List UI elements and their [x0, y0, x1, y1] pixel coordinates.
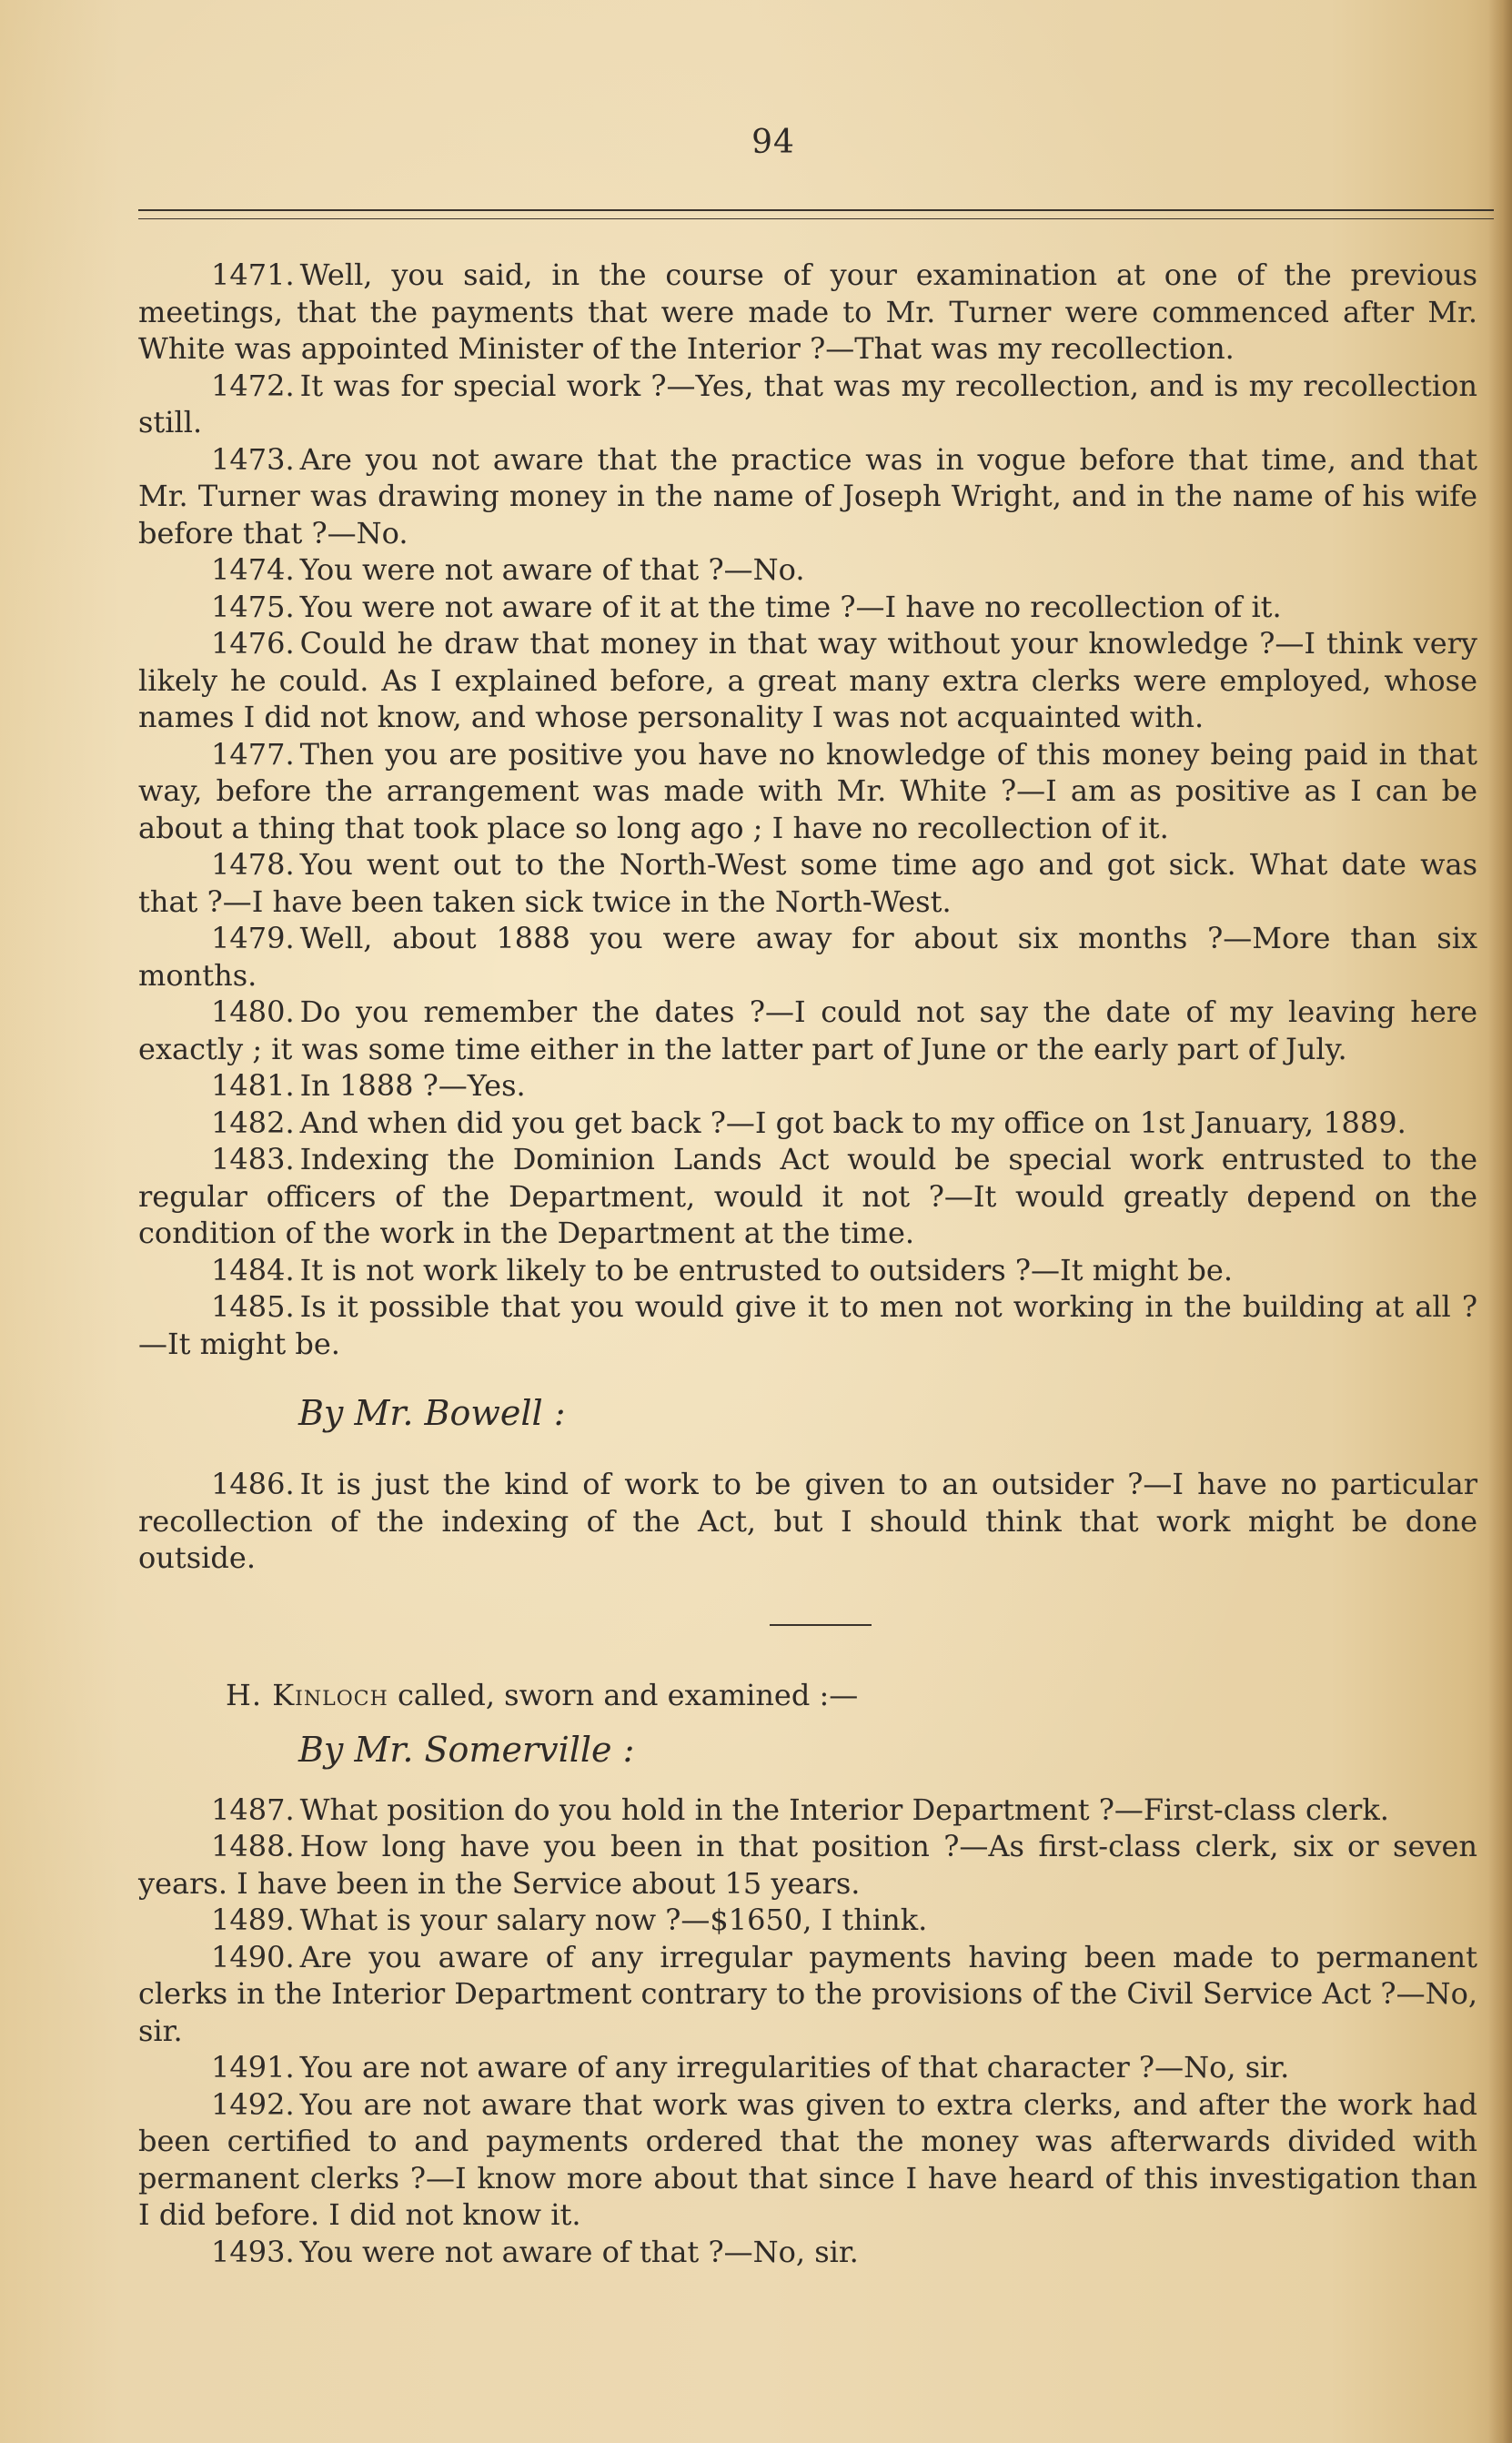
- question-text: It was for special work ?—Yes, that was my recollection, and is my recollection still.: [138, 368, 1477, 439]
- question-number: 1492.: [211, 2086, 295, 2122]
- question-1493: [138, 2234, 1477, 2271]
- testimony-section-c: [138, 1792, 1477, 2271]
- question-text: Indexing the Dominion Lands Act would be special work entrusted to the regular officers of the Department, would it not ?—It would greatly depend on the condition of the work in the Department at the time.: [138, 1142, 1477, 1250]
- question-text: Well, about 1888 you were away for about six months ?—More than six months.: [138, 921, 1477, 993]
- witness-called-line: [226, 1677, 1477, 1713]
- question-text: Are you not aware that the practice was in vogue before that time, and that Mr. Turner was drawing money in the name of Joseph Wright, and in the name of his wife before that ?—No.: [138, 441, 1477, 550]
- witness-status: called, sworn and examined :—: [388, 1677, 859, 1712]
- question-text: Well, you said, in the course of your examination at one of the previous meetings, that the payments that were made to Mr. Turner were commenced after Mr. White was appointed Minister of the Interior ?—That was my recollection.: [138, 257, 1477, 366]
- question-1487: [138, 1792, 1477, 1829]
- question-number: 1481.: [211, 1068, 295, 1103]
- examiner-heading-bowell: By Mr. Bowell :: [298, 1393, 566, 1433]
- question-text: And when did you get back ?—I got back to my office on 1st January, 1889.: [299, 1105, 1406, 1140]
- question-1481: [138, 1067, 1477, 1105]
- question-1476: [138, 625, 1477, 736]
- question-text: You were not aware of it at the time ?—I have no recollection of it.: [299, 589, 1282, 624]
- question-number: 1485.: [211, 1289, 295, 1324]
- question-1471: [138, 257, 1477, 368]
- question-1482: [138, 1105, 1477, 1142]
- witness-name: H. Kinloch: [226, 1677, 388, 1712]
- question-number: 1483.: [211, 1142, 295, 1176]
- question-text: What is your salary now ?—$1650, I think.: [299, 1903, 928, 1937]
- question-1485: [138, 1288, 1477, 1362]
- question-1488: [138, 1828, 1477, 1902]
- question-number: 1491.: [211, 2050, 295, 2085]
- section-divider: [770, 1624, 872, 1626]
- testimony-section-a: [138, 257, 1477, 1362]
- question-text: You were not aware of that ?—No.: [299, 552, 805, 587]
- page-edge-shadow: [1488, 0, 1512, 2443]
- question-text: Are you aware of any irregular payments having been made to permanent clerks in the Interior Department contrary to the provisions of the Civil Service Act ?—No, sir.: [138, 1939, 1477, 2048]
- question-text: What position do you hold in the Interior Department ?—First-class clerk.: [299, 1792, 1389, 1827]
- question-1492: [138, 2086, 1477, 2234]
- page-number: 94: [751, 124, 795, 161]
- question-number: 1479.: [211, 921, 295, 955]
- question-1484: [138, 1252, 1477, 1289]
- question-1490: [138, 1939, 1477, 2050]
- question-number: 1484.: [211, 1252, 295, 1287]
- header-rule: [138, 209, 1494, 211]
- question-number: 1476.: [211, 626, 295, 661]
- question-1475: [138, 589, 1477, 626]
- testimony-section-b: [138, 1466, 1477, 1577]
- question-1486: [138, 1466, 1477, 1577]
- examiner-heading-somerville: By Mr. Somerville :: [298, 1729, 635, 1770]
- question-1480: [138, 994, 1477, 1067]
- question-1477: [138, 736, 1477, 847]
- question-text: How long have you been in that position ?—As first-class clerk, six or seven years. I have been in the Service about 15 years.: [138, 1829, 1477, 1901]
- question-number: 1480.: [211, 994, 295, 1029]
- question-text: Do you remember the dates ?—I could not say the date of my leaving here exactly ; it was some time either in the latter part of June or the early part of July.: [138, 994, 1477, 1066]
- question-number: 1482.: [211, 1105, 295, 1140]
- question-text: You are not aware of any irregularities of that character ?—No, sir.: [299, 2050, 1290, 2085]
- question-text: Could he draw that money in that way without your knowledge ?—I think very likely he could. As I explained before, a great many extra clerks were employed, whose names I did not know, and whose personality I was not acquainted with.: [138, 626, 1477, 734]
- question-text: In 1888 ?—Yes.: [299, 1068, 526, 1103]
- question-number: 1486.: [211, 1467, 295, 1501]
- question-number: 1489.: [211, 1903, 295, 1937]
- question-number: 1477.: [211, 736, 295, 772]
- question-text: Is it possible that you would give it to men not working in the building at all ?—It might be.: [138, 1289, 1477, 1361]
- question-number: 1471.: [211, 257, 295, 292]
- question-1473: [138, 441, 1477, 552]
- question-text: You went out to the North-West some time ago and got sick. What date was that ?—I have been taken sick twice in the North-West.: [138, 847, 1477, 919]
- question-number: 1478.: [211, 847, 295, 882]
- question-number: 1487.: [211, 1792, 295, 1827]
- question-text: Then you are positive you have no knowledge of this money being paid in that way, before the arrangement was made with Mr. White ?—I am as positive as I can be about a thing that took place so long ago ; I have no recollection of it.: [138, 736, 1477, 845]
- question-number: 1472.: [211, 368, 295, 403]
- question-1491: [138, 2049, 1477, 2086]
- question-number: 1474.: [211, 552, 295, 587]
- question-1489: [138, 1902, 1477, 1939]
- question-number: 1473.: [211, 441, 295, 477]
- question-number: 1493.: [211, 2234, 295, 2269]
- question-text: It is not work likely to be entrusted to outsiders ?—It might be.: [299, 1252, 1234, 1287]
- header-rule-thin: [138, 218, 1494, 219]
- question-text: It is just the kind of work to be given to an outsider ?—I have no particular recollection of the indexing of the Act, but I should think that work might be done outside.: [138, 1467, 1477, 1575]
- question-text: You were not aware of that ?—No, sir.: [299, 2234, 859, 2269]
- page-body: [138, 257, 1477, 2270]
- question-number: 1475.: [211, 589, 295, 624]
- question-1479: [138, 920, 1477, 994]
- question-1472: [138, 368, 1477, 441]
- question-1483: [138, 1141, 1477, 1252]
- question-1478: [138, 846, 1477, 920]
- question-text: You are not aware that work was given to extra clerks, and after the work had been certified to and payments ordered that the money was afterwards divided with permanent clerks ?—I know more about that since I have heard of this investigation than I did before. I did not know it.: [138, 2086, 1477, 2232]
- question-number: 1488.: [211, 1829, 295, 1863]
- question-1474: [138, 551, 1477, 589]
- question-number: 1490.: [211, 1939, 295, 1974]
